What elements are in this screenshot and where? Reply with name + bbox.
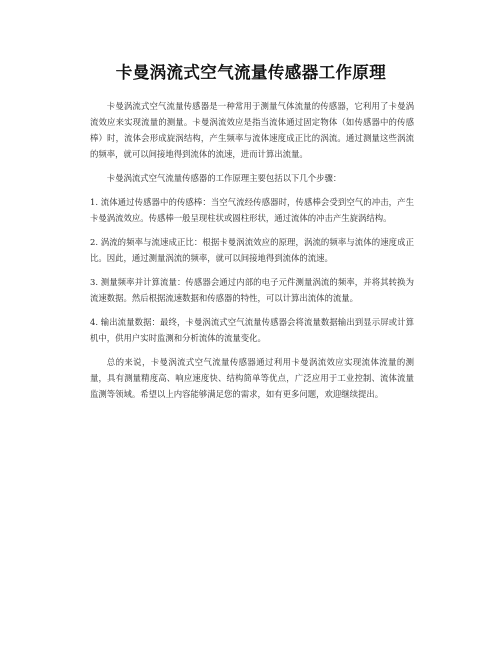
step-3-paragraph: 3. 测量频率并计算流量：传感器会通过内部的电子元件测量涡流的频率，并将其转换为流速数据。然后根据流速数据和传感器的特性，可以计算出流体的流量。 [90, 277, 414, 303]
step-1-paragraph: 1. 流体通过传感器中的传感棒：当空气流经传感器时，传感棒会受到空气的冲击，产生卡曼涡流效应。传感棒一般呈现柱状或圆柱形状，通过流体的冲击产生旋涡结构。 [90, 197, 414, 223]
document-body [90, 98, 414, 410]
step-4-paragraph: 4. 输出流量数据：最终，卡曼涡流式空气流量传感器会将流量数据输出到显示屏或计算机中，供用户实时监测和分析流体的流量变化。 [90, 317, 414, 343]
step-2-paragraph: 2. 涡流的频率与流速成正比：根据卡曼涡流效应的原理，涡流的频率与流体的速度成正比。因此，通过测量涡流的频率，就可以间接地得到流体的流速。 [90, 237, 414, 263]
steps-lead-paragraph: 卡曼涡流式空气流量传感器的工作原理主要包括以下几个步骤： [106, 173, 342, 183]
conclusion-paragraph: 总的来说，卡曼涡流式空气流量传感器通过利用卡曼涡流效应实现流体流量的测量，具有测量精度高、响应速度快、结构简单等优点，广泛应用于工业控制、流体流量监测等领域。希望以上内容能够满足您的需求，如有更多问题，欢迎继续提出。 [90, 357, 414, 399]
document-title: 卡曼涡流式空气流量传感器工作原理 [115, 63, 387, 82]
intro-paragraph: 卡曼涡流式空气流量传感器是一种常用于测量气体流量的传感器，它利用了卡曼涡流效应来实现流量的测量。卡曼涡流效应是指当流体通过固定物体（如传感器中的传感棒）时，流体会形成旋涡结构，产生频率与流体速度成正比的涡流。通过测量这些涡流的频率，就可以间接地得到流体的流速，进而计算出流量。 [90, 101, 414, 159]
